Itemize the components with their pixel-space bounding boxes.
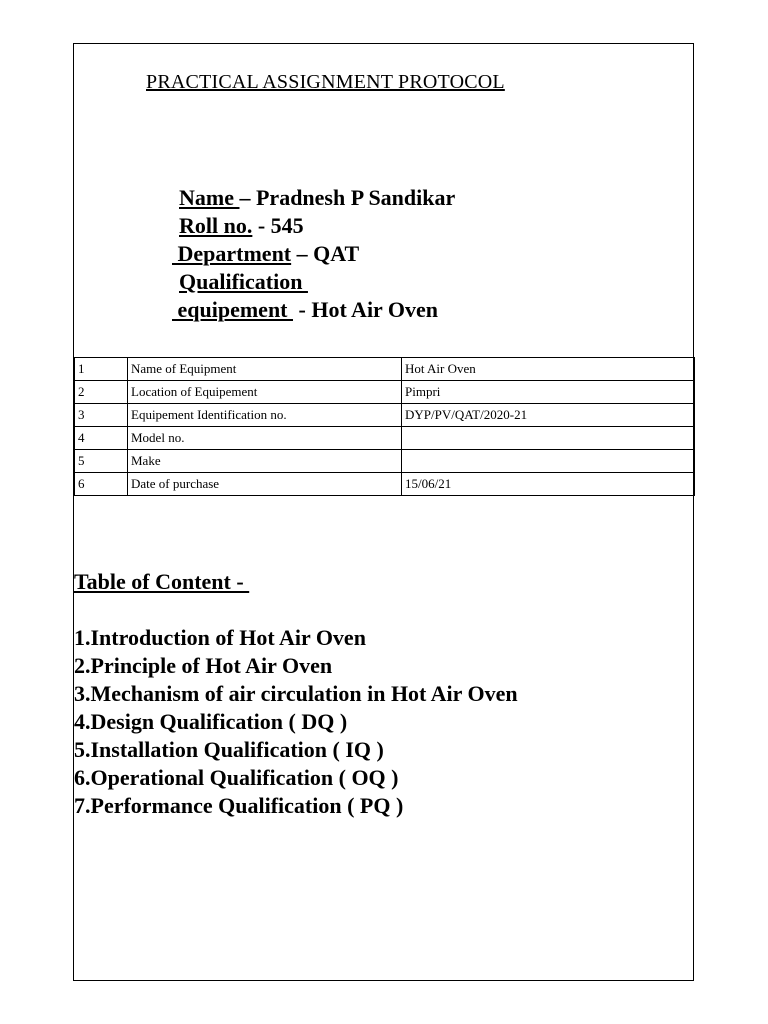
row-value (402, 427, 695, 450)
qualification-label: Qualification (179, 269, 308, 294)
row-value: Pimpri (402, 381, 695, 404)
row-label: Make (128, 450, 402, 473)
toc-heading: Table of Content - (74, 569, 250, 594)
row-number: 4 (75, 427, 128, 450)
roll-line (179, 215, 304, 237)
equipment-label: equipement (172, 297, 293, 322)
page-border (73, 43, 694, 981)
row-number: 6 (75, 473, 128, 496)
equipment-value: - Hot Air Oven (293, 297, 439, 322)
table-row (75, 358, 695, 381)
row-label: Location of Equipement (128, 381, 402, 404)
toc-item: 7.Performance Qualification ( PQ ) (74, 793, 404, 818)
name-line (179, 187, 455, 209)
row-number: 2 (75, 381, 128, 404)
department-value: – QAT (291, 241, 360, 266)
table-row (75, 427, 695, 450)
table-row (75, 381, 695, 404)
document-title: PRACTICAL ASSIGNMENT PROTOCOL (146, 71, 505, 93)
equipment-line (172, 299, 438, 321)
row-label: Equipement Identification no. (128, 404, 402, 427)
row-number: 1 (75, 358, 128, 381)
row-label: Date of purchase (128, 473, 402, 496)
row-value: 15/06/21 (402, 473, 695, 496)
toc-item: 1.Introduction of Hot Air Oven (74, 625, 366, 650)
department-line (172, 243, 359, 265)
row-number: 5 (75, 450, 128, 473)
roll-label: Roll no. (179, 213, 253, 238)
department-label: Department (172, 241, 292, 266)
toc-item: 2.Principle of Hot Air Oven (74, 653, 333, 678)
table-row (75, 450, 695, 473)
row-value: Hot Air Oven (402, 358, 695, 381)
row-value: DYP/PV/QAT/2020-21 (402, 404, 695, 427)
row-value (402, 450, 695, 473)
toc-item: 6.Operational Qualification ( OQ ) (74, 765, 399, 790)
toc-item: 5.Installation Qualification ( IQ ) (74, 737, 384, 762)
name-value: – Pradnesh P Sandikar (239, 185, 456, 210)
qualification-line (179, 271, 308, 293)
toc-item: 4.Design Qualification ( DQ ) (74, 709, 348, 734)
table-row (75, 473, 695, 496)
row-number: 3 (75, 404, 128, 427)
roll-value: - 545 (252, 213, 304, 238)
equipment-details-table (74, 357, 695, 496)
row-label: Name of Equipment (128, 358, 402, 381)
row-label: Model no. (128, 427, 402, 450)
name-label: Name (179, 185, 240, 210)
toc-list (74, 624, 518, 820)
toc-item: 3.Mechanism of air circulation in Hot Air Oven (74, 681, 518, 706)
table-row (75, 404, 695, 427)
